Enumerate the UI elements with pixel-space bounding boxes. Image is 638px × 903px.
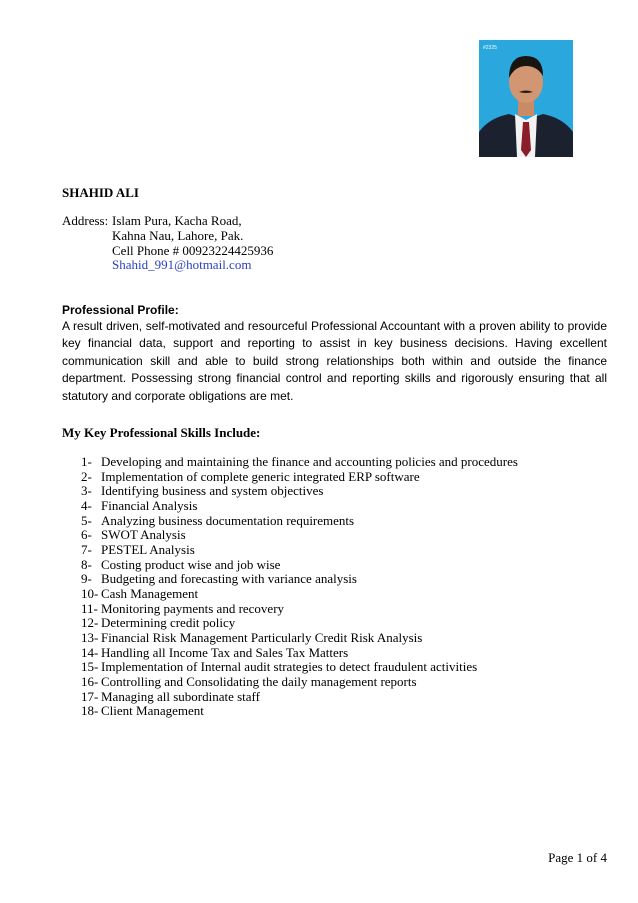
cell-phone: Cell Phone # 00923224425936 xyxy=(112,242,274,258)
skills-heading: My Key Professional Skills Include: xyxy=(62,425,261,440)
list-item: 11- Monitoring payments and recovery xyxy=(81,600,285,616)
address-label: Address: xyxy=(62,213,109,228)
list-item: 9- Budgeting and forecasting with variance analysis xyxy=(81,571,357,587)
list-item: 6- SWOT Analysis xyxy=(81,527,186,543)
svg-text:#2325: #2325 xyxy=(483,45,497,51)
list-item: 7- PESTEL Analysis xyxy=(81,541,195,557)
list-item: 4- Financial Analysis xyxy=(81,497,198,513)
address-line-2: Kahna Nau, Lahore, Pak. xyxy=(112,227,244,243)
address-line-1: Islam Pura, Kacha Road, xyxy=(112,213,242,228)
list-item: 16- Controlling and Consolidating the daily management reports xyxy=(81,673,417,689)
list-item: 12- Determining credit policy xyxy=(81,615,236,631)
list-item: 15- Implementation of Internal audit strategies to detect fraudulent activities xyxy=(81,659,478,675)
profile-photo xyxy=(479,40,573,157)
list-item: 5- Analyzing business documentation requirements xyxy=(81,512,355,528)
list-item: 2- Implementation of complete generic integrated ERP software xyxy=(81,468,420,484)
list-item: 17- Managing all subordinate staff xyxy=(81,688,260,704)
list-item: 8- Costing product wise and job wise xyxy=(81,556,281,572)
profile-heading: Professional Profile: xyxy=(62,303,179,317)
candidate-name: SHAHID ALI xyxy=(62,185,139,200)
list-item: 3- Identifying business and system objectives xyxy=(81,483,324,499)
list-item: 14- Handling all Income Tax and Sales Tax Matters xyxy=(81,644,349,660)
profile-paragraph: A result driven, self-motivated and resourceful Professional Accountant with a proven ability to provide key financial data, support and reporting to assist in key business decisions. Having excellent communication skill and able to build strong relationships both within and outside the finance department. Possessing strong financial control and reporting skills and rigorously ensuring that all statutory and corporate obligations are met. xyxy=(62,319,607,403)
list-item: 1- Developing and maintaining the finance and accounting policies and procedures xyxy=(81,454,518,469)
email-link[interactable]: Shahid_991@hotmail.com xyxy=(112,257,252,273)
list-item: 18- Client Management xyxy=(81,703,204,719)
page-number: Page 1 of 4 xyxy=(548,850,607,865)
address-block xyxy=(62,214,273,273)
skills-list xyxy=(81,455,518,719)
list-item: 13- Financial Risk Management Particularly Credit Risk Analysis xyxy=(81,629,423,645)
list-item: 10- Cash Management xyxy=(81,585,199,601)
